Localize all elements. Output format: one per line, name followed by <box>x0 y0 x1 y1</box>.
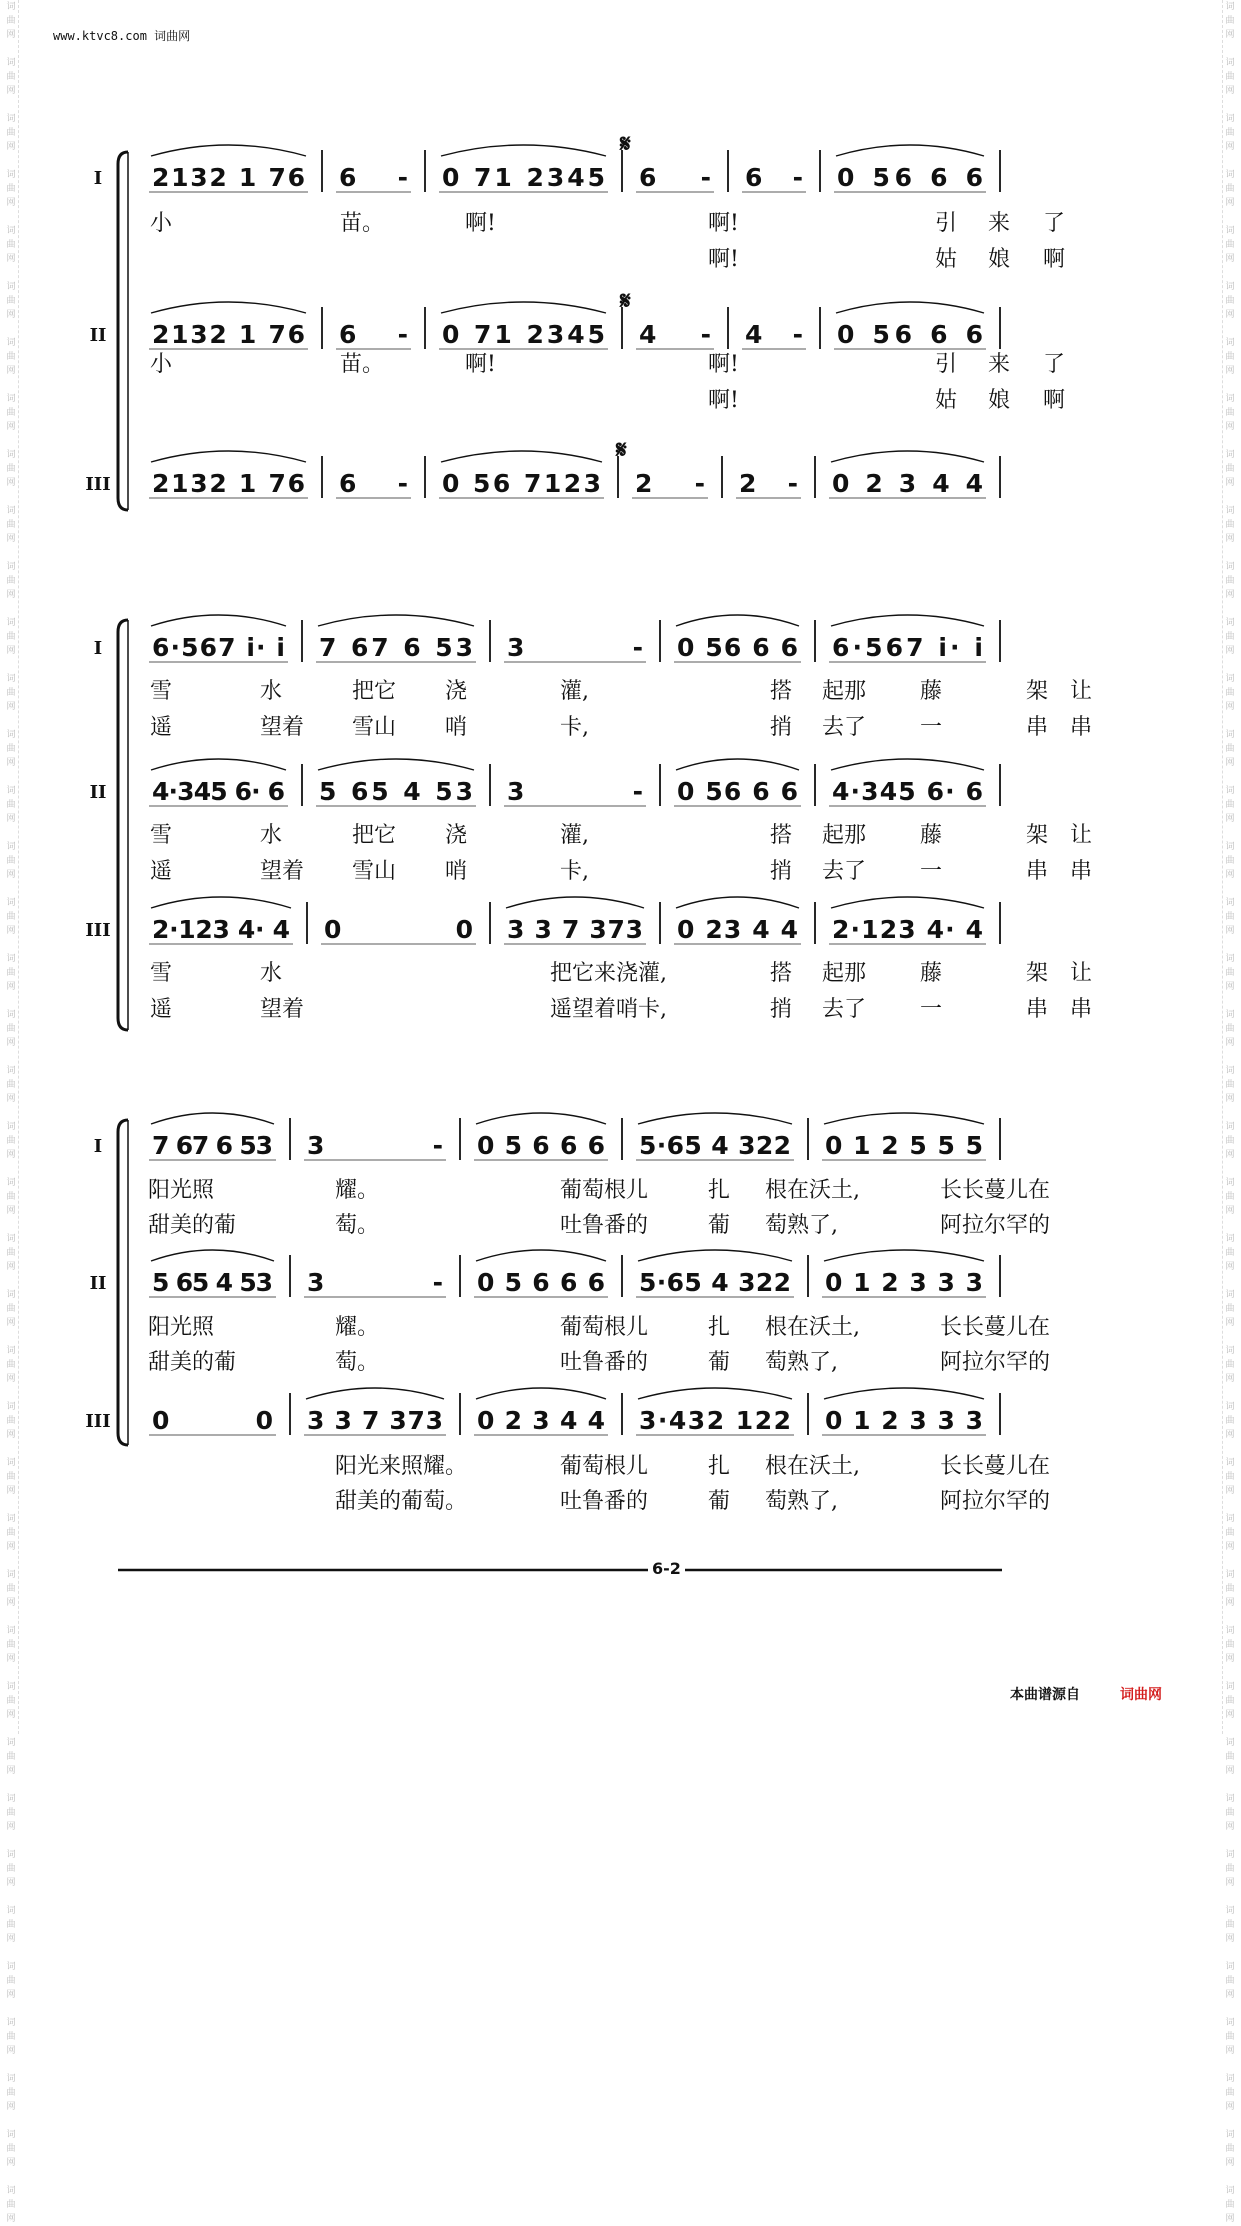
slur <box>151 302 306 313</box>
measure-notes: 7 67 6 53 <box>152 1131 273 1160</box>
lyric-word: 藤 <box>920 679 943 704</box>
measure-notes: 5 65 4 53 <box>319 777 473 806</box>
measure-notes: 4·345 6· 6 <box>832 777 983 806</box>
measure <box>304 1268 446 1297</box>
lyric-word: 把它 <box>352 823 397 848</box>
measure-notes: 4 - <box>745 320 803 349</box>
measure <box>321 915 476 944</box>
measure-notes: 6 - <box>639 163 711 192</box>
footer <box>1010 1684 1162 1704</box>
lyric-word: 架 <box>1026 823 1049 848</box>
slur <box>831 897 984 908</box>
system-bracket <box>118 620 128 1030</box>
lyric-word: 姑 <box>935 388 958 413</box>
measure <box>304 1131 446 1160</box>
measure-notes: 0 56 6 6 <box>837 320 983 349</box>
slur <box>476 1388 606 1399</box>
lyric-word: 架 <box>1026 961 1049 986</box>
system-bracket <box>118 1120 128 1445</box>
slur <box>476 1250 606 1261</box>
lyric-word: 萄熟了, <box>765 1350 838 1375</box>
measure-notes: 6 - <box>745 163 803 192</box>
lyric-word: 小 <box>150 211 173 236</box>
part-label: I <box>93 638 103 659</box>
slur <box>151 451 306 462</box>
measure <box>822 1250 986 1297</box>
left-margin-watermark: 词 曲 网 词 曲 网 词 曲 网 词 曲 网 词 曲 网 词 曲 网 词 曲 网 词 曲 网 词 曲 网 词 曲 网 词 曲 网 词 曲 网 词 曲 网 词 曲 网 词 曲 网 词 曲 网 词 曲 网 词 曲 网 词 曲 网 词 曲 网 词 曲 网 词 曲 网 词 曲 网 词 曲 网 词 曲 网 词 曲 网 词 曲 网 词 曲 网 词 曲 网 词 曲 网 词 曲 网 词 曲 网 词 曲 网 词 曲 网 词 曲 网 词 曲 网 词 曲 网 词 曲 网 词 曲 网 词 曲 网 <box>4 0 19 1734</box>
lyric-word: 扎 <box>708 1178 731 1203</box>
slur <box>831 759 984 770</box>
measure-notes: 0 0 <box>324 915 473 944</box>
lyric-word: 串 <box>1070 997 1093 1022</box>
measure-notes: 3 3 7 373 <box>307 1406 443 1435</box>
lyric-word: 望着 <box>260 859 305 884</box>
lyric-word: 啊! <box>708 211 739 236</box>
slur <box>676 897 799 908</box>
lyric-word: 吐鲁番的 <box>560 1489 649 1514</box>
site-url: www.ktvc8.com 词曲网 <box>53 29 191 43</box>
measure-notes: 0 71 2345 <box>442 163 605 192</box>
part-label: II <box>89 782 107 803</box>
measure-notes: 0 2 3 4 4 <box>832 469 983 498</box>
slur <box>151 615 286 626</box>
measure <box>336 320 411 349</box>
slur <box>318 615 474 626</box>
measure-notes: 5·65 4 322 <box>639 1131 791 1160</box>
lyric-word: 一 <box>920 715 943 740</box>
part-label: II <box>89 325 107 346</box>
measure-notes: 0 5 6 6 6 <box>477 1268 605 1297</box>
lyric-word: 起那 <box>822 823 867 848</box>
measure <box>439 451 604 498</box>
measure-notes: 6 - <box>339 469 408 498</box>
lyric-word: 苗。 <box>340 211 385 236</box>
slur <box>836 145 984 156</box>
slur <box>824 1113 984 1124</box>
slur <box>676 759 799 770</box>
lyric-word: 小 <box>150 352 173 377</box>
lyric-word: 阿拉尔罕的 <box>940 1350 1051 1375</box>
lyric-word: 啊! <box>708 388 739 413</box>
lyric-word: 起那 <box>822 679 867 704</box>
lyric-word: 葡萄根儿 <box>560 1454 649 1479</box>
lyric-word: 串 <box>1070 859 1093 884</box>
lyric-word: 根在沃土, <box>765 1454 860 1479</box>
slur <box>151 759 286 770</box>
lyric-word: 根在沃土, <box>765 1315 860 1340</box>
measure-notes: 2132 1 76 <box>152 320 305 349</box>
lyric-word: 把它来浇灌, <box>550 961 667 986</box>
slur <box>824 1388 984 1399</box>
lyric-word: 雪 <box>150 823 173 848</box>
lyric-word: 水 <box>260 961 283 986</box>
measure <box>829 615 986 662</box>
lyric-word: 耀。 <box>335 1315 380 1340</box>
lyric-word: 扎 <box>708 1454 731 1479</box>
part-label: I <box>93 168 103 189</box>
lyric-word: 架 <box>1026 679 1049 704</box>
measure-notes: 5 65 4 53 <box>152 1268 273 1297</box>
measure <box>834 302 986 349</box>
measure <box>474 1388 608 1435</box>
measure <box>636 1113 794 1160</box>
measure-notes: 2 - <box>739 469 798 498</box>
lyric-word: 了 <box>1043 352 1066 377</box>
measure <box>149 145 308 192</box>
measure <box>149 1406 276 1435</box>
measure-notes: 6 - <box>339 163 408 192</box>
measure-notes: 0 56 6 6 <box>677 777 798 806</box>
measure <box>834 145 986 192</box>
slur <box>836 302 984 313</box>
lyric-word: 娘 <box>988 388 1011 413</box>
slur <box>506 897 644 908</box>
measure-notes: 3 - <box>307 1268 443 1297</box>
lyric-word: 啊 <box>1043 247 1066 272</box>
slur <box>638 1388 792 1399</box>
measure-notes: 0 56 6 6 <box>677 633 798 662</box>
measure <box>504 897 646 944</box>
measure-notes: 2 - <box>635 469 705 498</box>
lyric-word: 搭 <box>770 961 793 986</box>
lyric-word: 遥 <box>150 715 173 740</box>
slur <box>824 1250 984 1261</box>
segno-sign: 𝄋 <box>620 286 631 315</box>
lyric-word: 甜美的葡萄。 <box>335 1489 468 1514</box>
lyric-word: 引 <box>935 352 958 377</box>
measure <box>474 1113 608 1160</box>
lyric-word: 卡, <box>560 715 589 740</box>
lyric-word: 捎 <box>770 715 793 740</box>
slur <box>831 615 984 626</box>
lyric-word: 啊! <box>708 352 739 377</box>
lyric-word: 扎 <box>708 1315 731 1340</box>
lyric-word: 捎 <box>770 997 793 1022</box>
lyric-word: 浇 <box>445 823 468 848</box>
measure-notes: 6 - <box>339 320 408 349</box>
measure-notes: 0 23 4 4 <box>677 915 798 944</box>
lyric-word: 让 <box>1070 961 1093 986</box>
measure <box>336 163 411 192</box>
slur <box>476 1113 606 1124</box>
lyric-word: 水 <box>260 679 283 704</box>
slur <box>151 897 291 908</box>
measure-notes: 6·567 i· i <box>832 633 983 662</box>
part-label: III <box>85 1411 111 1432</box>
measure-notes: 0 0 <box>152 1406 273 1435</box>
measure-notes: 0 56 6 6 <box>837 163 983 192</box>
part-label: I <box>93 1136 103 1157</box>
measure-notes: 0 1 2 5 5 5 <box>825 1131 983 1160</box>
segno-sign: 𝄋 <box>620 129 631 158</box>
lyric-word: 啊! <box>465 211 496 236</box>
lyric-word: 哨 <box>445 859 468 884</box>
measure <box>316 759 476 806</box>
slur <box>151 1113 274 1124</box>
measure <box>149 302 308 349</box>
measure <box>742 163 806 192</box>
measure <box>149 1250 276 1297</box>
lyric-word: 起那 <box>822 961 867 986</box>
measure-notes: 3 - <box>507 633 643 662</box>
lyric-word: 根在沃土, <box>765 1178 860 1203</box>
measure <box>149 897 293 944</box>
lyric-word: 阿拉尔罕的 <box>940 1489 1051 1514</box>
slur <box>831 451 984 462</box>
lyric-word: 卡, <box>560 859 589 884</box>
measure <box>439 145 608 192</box>
lyric-word: 葡 <box>708 1213 731 1238</box>
lyric-word: 去了 <box>822 859 867 884</box>
measure-notes: 4·345 6· 6 <box>152 777 285 806</box>
lyric-word: 水 <box>260 823 283 848</box>
measure-notes: 3 - <box>507 777 643 806</box>
slur <box>306 1388 444 1399</box>
lyric-word: 吐鲁番的 <box>560 1213 649 1238</box>
measure <box>336 469 411 498</box>
lyric-word: 串 <box>1026 859 1049 884</box>
part-label: III <box>85 920 111 941</box>
lyric-word: 姑 <box>935 247 958 272</box>
measure <box>829 897 986 944</box>
lyric-word: 一 <box>920 997 943 1022</box>
lyric-word: 让 <box>1070 679 1093 704</box>
slur <box>676 615 799 626</box>
measure <box>504 777 646 806</box>
lyric-word: 捎 <box>770 859 793 884</box>
measure-notes: 6·567 i· i <box>152 633 285 662</box>
lyric-word: 萄熟了, <box>765 1489 838 1514</box>
measure <box>636 1388 794 1435</box>
measure <box>674 897 801 944</box>
lyric-word: 去了 <box>822 997 867 1022</box>
lyric-word: 来 <box>988 352 1011 377</box>
measure <box>304 1388 446 1435</box>
measure-notes: 0 56 7123 <box>442 469 601 498</box>
slur <box>441 145 606 156</box>
lyric-word: 娘 <box>988 247 1011 272</box>
lyric-word: 甜美的葡 <box>148 1213 237 1238</box>
lyric-word: 长长蔓儿在 <box>940 1454 1051 1479</box>
measure-notes: 0 1 2 3 3 3 <box>825 1268 983 1297</box>
lyric-word: 啊 <box>1043 388 1066 413</box>
lyric-word: 串 <box>1026 715 1049 740</box>
lyric-word: 灌, <box>560 679 589 704</box>
measure <box>149 451 308 498</box>
measure <box>829 759 986 806</box>
slur <box>638 1113 792 1124</box>
lyric-word: 萄。 <box>335 1350 380 1375</box>
measure <box>149 615 288 662</box>
lyric-word: 葡 <box>708 1350 731 1375</box>
measure-notes: 2·123 4· 4 <box>832 915 983 944</box>
lyric-word: 遥 <box>150 997 173 1022</box>
lyric-word: 藤 <box>920 961 943 986</box>
lyric-word: 望着 <box>260 715 305 740</box>
measure-notes: 4 - <box>639 320 711 349</box>
lyric-word: 浇 <box>445 679 468 704</box>
lyric-word: 葡萄根儿 <box>560 1315 649 1340</box>
slur <box>151 145 306 156</box>
lyric-word: 来 <box>988 211 1011 236</box>
page-number: 6-2 <box>648 1559 685 1578</box>
lyric-word: 引 <box>935 211 958 236</box>
measure <box>674 615 801 662</box>
lyric-word: 串 <box>1070 715 1093 740</box>
lyric-word: 长长蔓儿在 <box>940 1178 1051 1203</box>
right-margin-watermark: 词 曲 网 词 曲 网 词 曲 网 词 曲 网 词 曲 网 词 曲 网 词 曲 网 词 曲 网 词 曲 网 词 曲 网 词 曲 网 词 曲 网 词 曲 网 词 曲 网 词 曲 网 词 曲 网 词 曲 网 词 曲 网 词 曲 网 词 曲 网 词 曲 网 词 曲 网 词 曲 网 词 曲 网 词 曲 网 词 曲 网 词 曲 网 词 曲 网 词 曲 网 词 曲 网 词 曲 网 词 曲 网 词 曲 网 词 曲 网 词 曲 网 词 曲 网 词 曲 网 词 曲 网 词 曲 网 词 曲 网 <box>1222 0 1237 1734</box>
measure <box>636 320 714 349</box>
footer-brand[interactable]: 词曲网 <box>1120 1687 1162 1703</box>
measure <box>636 163 714 192</box>
measure-notes: 5·65 4 322 <box>639 1268 791 1297</box>
measure <box>149 759 288 806</box>
slur <box>441 302 606 313</box>
lyric-word: 葡萄根儿 <box>560 1178 649 1203</box>
lyric-word: 葡 <box>708 1489 731 1514</box>
measure-notes: 7 67 6 53 <box>319 633 473 662</box>
measure <box>149 1113 276 1160</box>
lyric-word: 雪 <box>150 961 173 986</box>
lyric-word: 啊! <box>708 247 739 272</box>
measure <box>474 1250 608 1297</box>
measure-notes: 0 2 3 4 4 <box>477 1406 605 1435</box>
measure-notes: 0 5 6 6 6 <box>477 1131 605 1160</box>
lyric-word: 把它 <box>352 679 397 704</box>
lyric-word: 苗。 <box>340 352 385 377</box>
measure <box>829 451 986 498</box>
part-label: III <box>85 474 111 495</box>
lyric-word: 萄熟了, <box>765 1213 838 1238</box>
lyric-word: 阳光来照耀。 <box>335 1454 468 1479</box>
measure <box>439 302 608 349</box>
lyric-word: 串 <box>1026 997 1049 1022</box>
measure <box>822 1388 986 1435</box>
measure <box>736 469 801 498</box>
measure <box>636 1250 794 1297</box>
slur <box>151 1250 274 1261</box>
lyric-word: 雪山 <box>352 715 397 740</box>
measure <box>674 759 801 806</box>
lyric-word: 一 <box>920 859 943 884</box>
system-bracket <box>118 152 128 510</box>
lyric-word: 搭 <box>770 823 793 848</box>
lyric-word: 雪山 <box>352 859 397 884</box>
footer-source: 本曲谱源自 <box>1010 1687 1080 1703</box>
lyric-word: 去了 <box>822 715 867 740</box>
segno-sign: 𝄋 <box>616 435 627 464</box>
lyric-word: 遥望着哨卡, <box>550 997 667 1022</box>
measure <box>316 615 476 662</box>
measure-notes: 2132 1 76 <box>152 163 305 192</box>
measure-notes: 3 - <box>307 1131 443 1160</box>
lyric-word: 藤 <box>920 823 943 848</box>
lyric-word: 阿拉尔罕的 <box>940 1213 1051 1238</box>
lyric-word: 搭 <box>770 679 793 704</box>
measure-notes: 2132 1 76 <box>152 469 305 498</box>
measure-notes: 2·123 4· 4 <box>152 915 290 944</box>
lyric-word: 阳光照 <box>148 1178 215 1203</box>
lyric-word: 阳光照 <box>148 1315 215 1340</box>
measure-notes: 0 1 2 3 3 3 <box>825 1406 983 1435</box>
lyric-word: 吐鲁番的 <box>560 1350 649 1375</box>
measure-notes: 3·432 122 <box>639 1406 791 1435</box>
lyric-word: 哨 <box>445 715 468 740</box>
measure <box>504 633 646 662</box>
lyric-word: 萄。 <box>335 1213 380 1238</box>
measure <box>632 469 708 498</box>
lyric-word: 甜美的葡 <box>148 1350 237 1375</box>
measure-notes: 3 3 7 373 <box>507 915 643 944</box>
slur <box>638 1250 792 1261</box>
lyric-word: 长长蔓儿在 <box>940 1315 1051 1340</box>
lyric-word: 让 <box>1070 823 1093 848</box>
lyric-word: 雪 <box>150 679 173 704</box>
lyric-word: 遥 <box>150 859 173 884</box>
slur <box>318 759 474 770</box>
lyric-word: 了 <box>1043 211 1066 236</box>
measure <box>822 1113 986 1160</box>
part-label: II <box>89 1273 107 1294</box>
slur <box>441 451 602 462</box>
lyric-word: 啊! <box>465 352 496 377</box>
measure-notes: 0 71 2345 <box>442 320 605 349</box>
lyric-word: 耀。 <box>335 1178 380 1203</box>
lyric-word: 灌, <box>560 823 589 848</box>
lyric-word: 望着 <box>260 997 305 1022</box>
measure <box>742 320 806 349</box>
